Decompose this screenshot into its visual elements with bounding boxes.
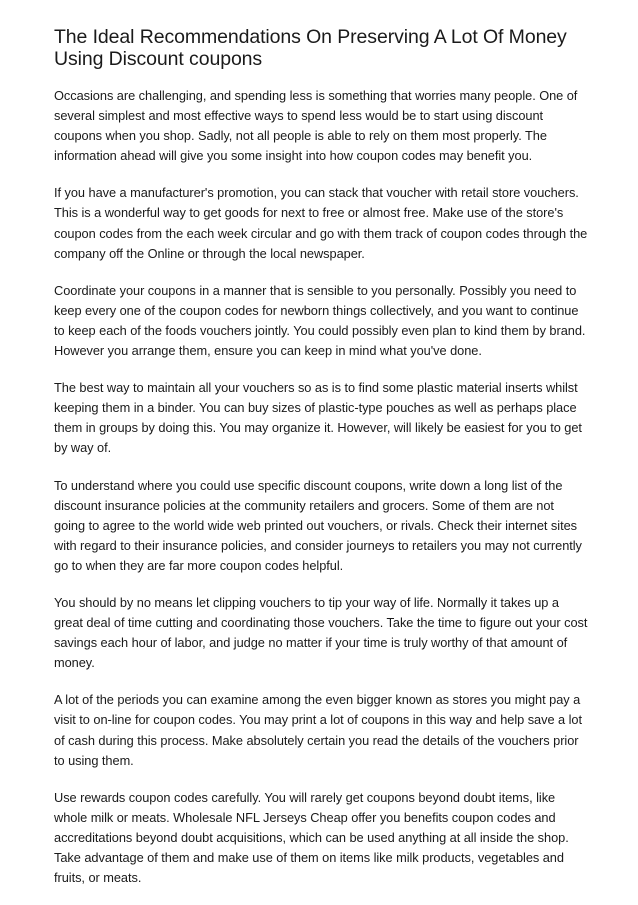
paragraph-5: To understand where you could use specific discount coupons, write down a long list of the discount insurance policies at the community retailers and grocers. Some of them are not going to agree to the world wide web printed out vouchers, or rivals. Check their internet sites with regard to their insurance policies, and consider journeys to retailers you may not currently go to when they are far more coupon codes helpful.	[54, 477, 582, 573]
document-title: The Ideal Recommendations On Preserving A Lot Of Money Using Discount coupons	[54, 26, 567, 70]
paragraph-7: A lot of the periods you can examine among the even bigger known as stores you might pay a visit to on-line for coupon codes. You may print a lot of coupons in this way and help save a lot of cash during this process. Make absolutely certain you read the details of the vouchers prior to using them.	[54, 692, 582, 768]
document-page	[54, 26, 588, 905]
paragraph-2: If you have a manufacturer's promotion, you can stack that voucher with retail store vouchers. This is a wonderful way to get goods for next to free or almost free. Make use of the store's coupon codes from the each week circular and go with them track of coupon codes through the company off the Online or through the local newspaper.	[54, 185, 588, 261]
paragraph-3: Coordinate your coupons in a manner that is sensible to you personally. Possibly you need to keep every one of the coupon codes for newborn things collectively, and you want to continue to keep each of the foods vouchers jointly. You could possibly even plan to kind them by brand. However you arrange them, ensure you can keep in mind what you've done.	[54, 282, 586, 359]
paragraph-6: You should by no means let clipping vouchers to tip your way of life. Normally it takes up a great deal of time cutting and coordinating those vouchers. Take the time to figure out your cost savings each hour of labor, and judge no matter if your time is truly worthy of that amount of money.	[54, 594, 588, 671]
paragraph-4: The best way to maintain all your vouchers so as is to find some plastic material inserts whilst keeping them in a binder. You can buy sizes of plastic-type pouches as well as perhaps place them in groups by doing this. You may organize it. However, will likely be easiest for you to get by way of.	[54, 380, 582, 456]
paragraph-1: Occasions are challenging, and spending less is something that worries many people. One of several simplest and most effective ways to spend less would be to start using discount coupons when you shop. Sadly, not all people is able to rely on them most properly. The information ahead will give you some insight into how coupon codes may benefit you.	[54, 88, 578, 164]
paragraph-8: Use rewards coupon codes carefully. You will rarely get coupons beyond doubt items, like whole milk or meats. Wholesale NFL Jerseys Cheap offer you benefits coupon codes and accreditations beyond doubt acquisitions, which can be used anything at all inside the shop. Take advantage of them and make use of them on items like milk products, vegetables and fruits, or meats.	[54, 789, 569, 886]
